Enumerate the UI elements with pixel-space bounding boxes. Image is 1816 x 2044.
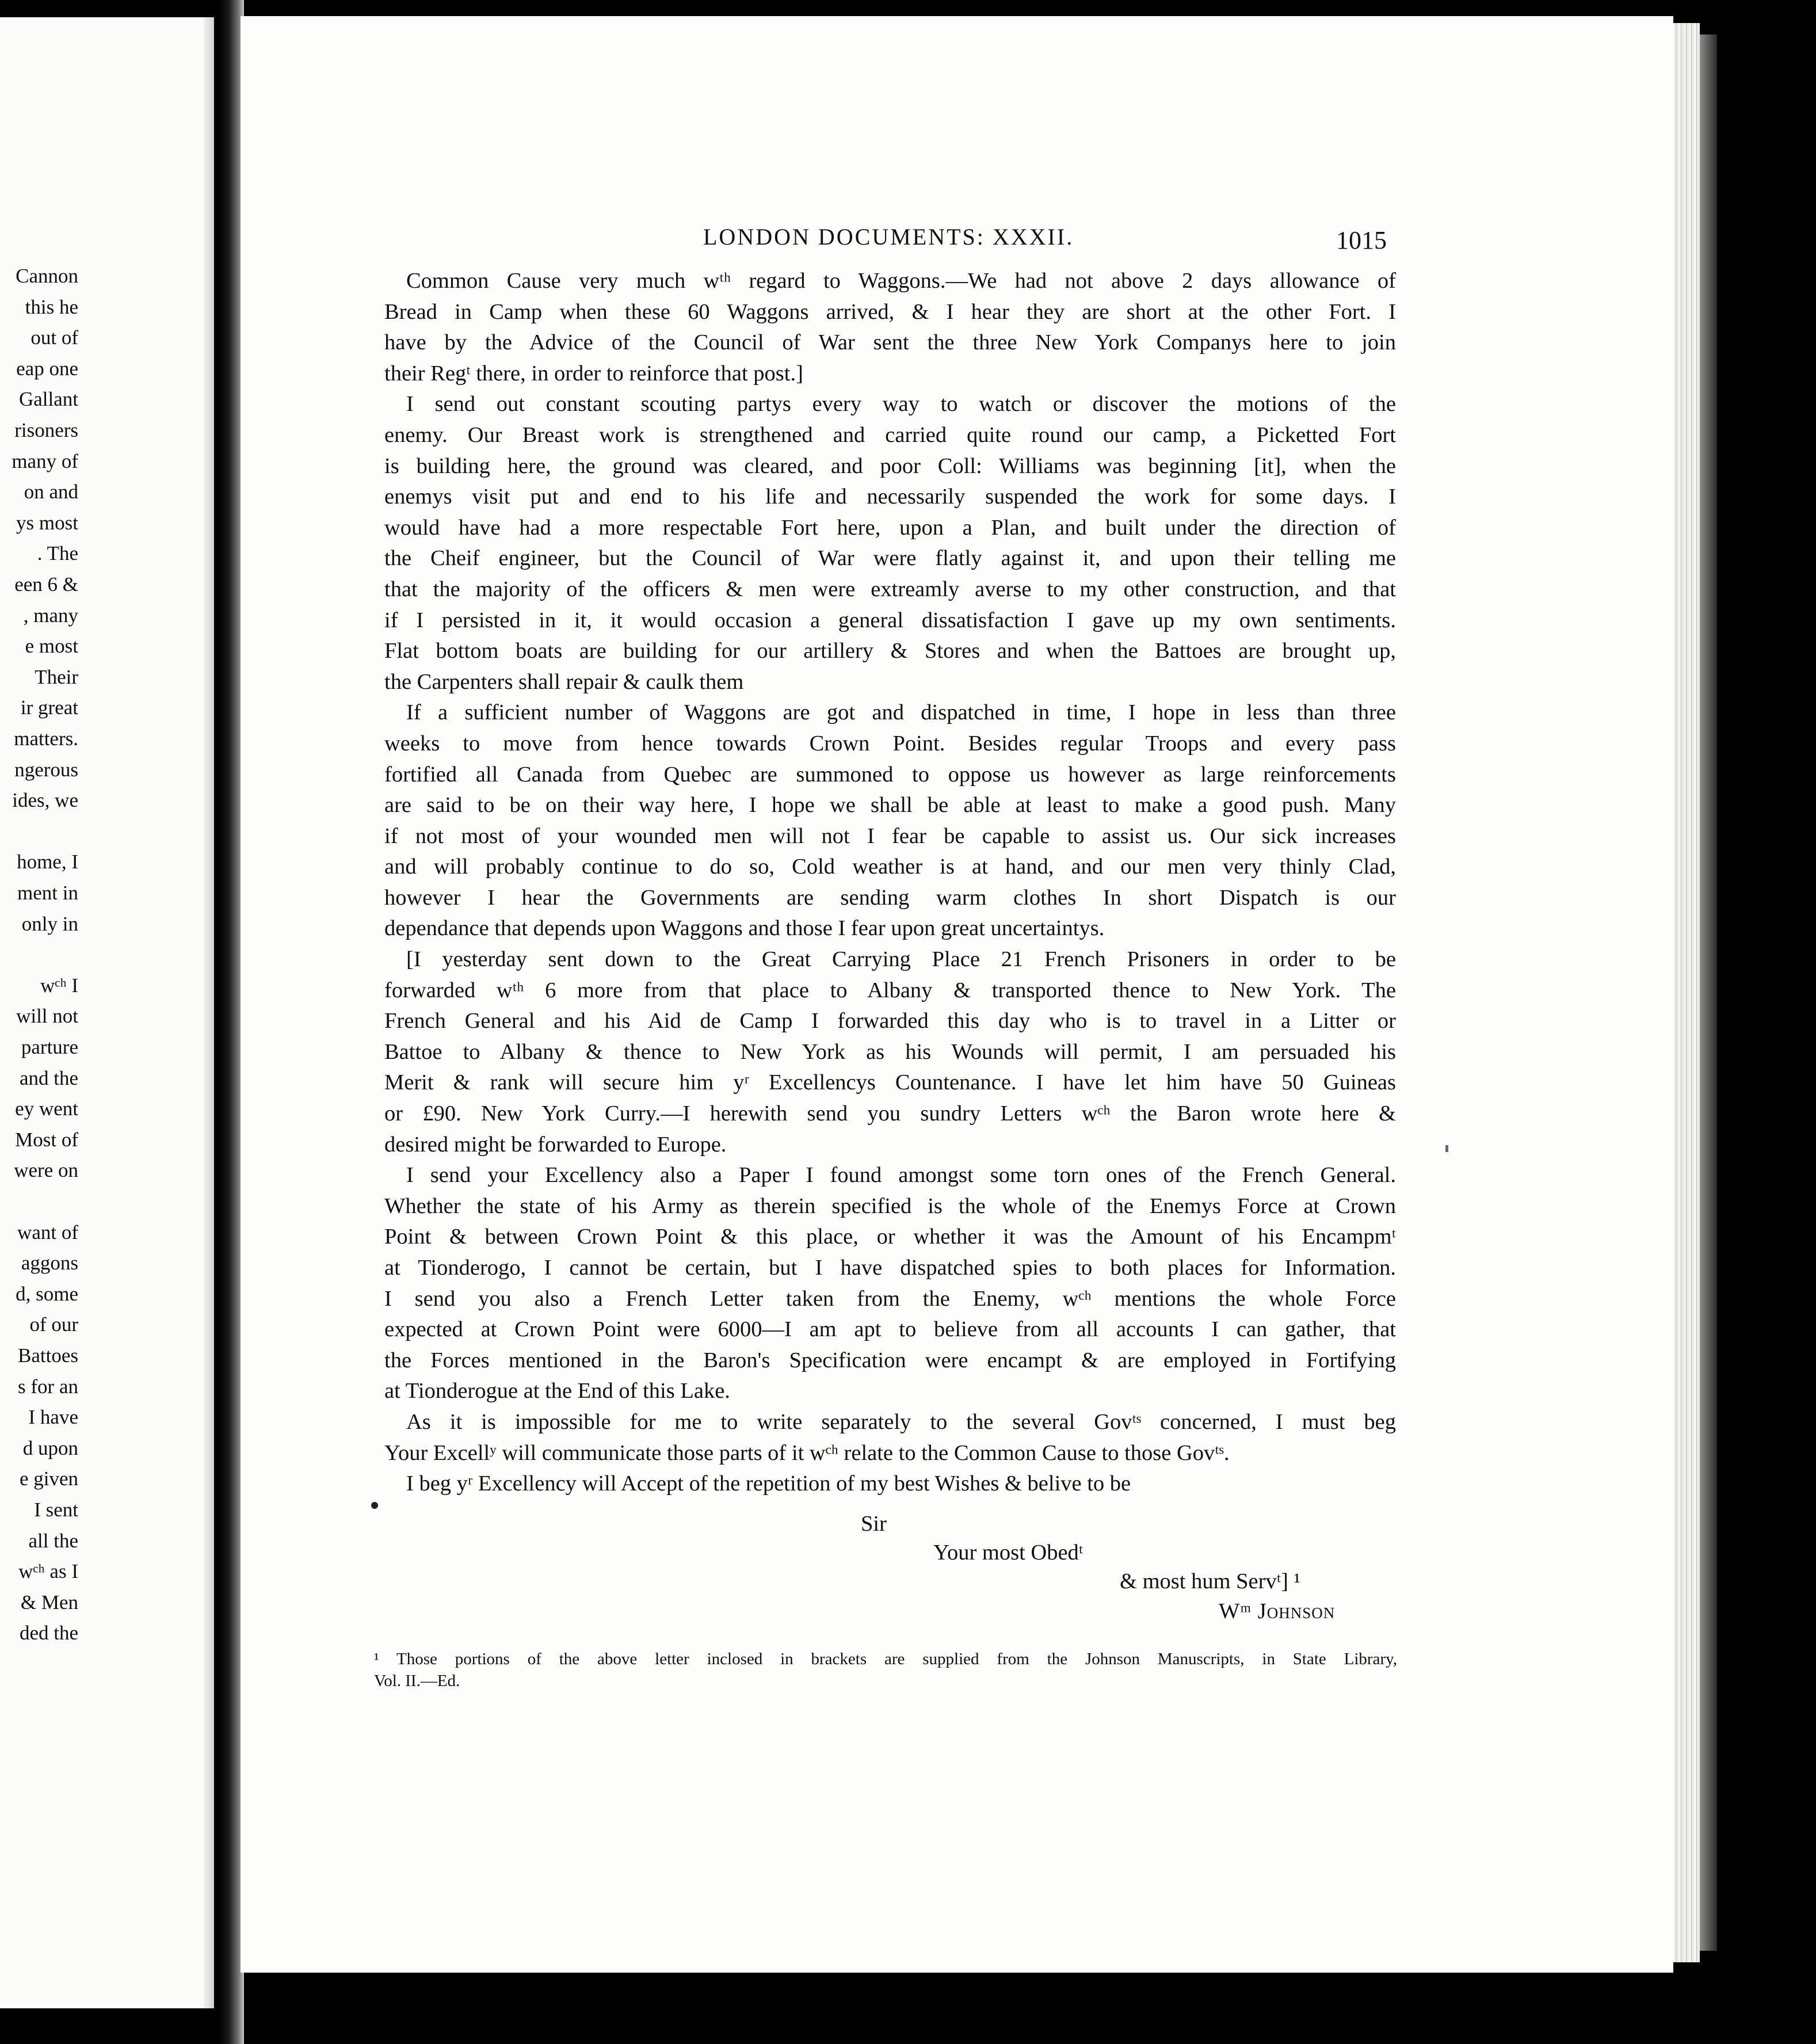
text-line: or £90. New York Curry.—I herewith send you sundry Letters wᶜʰ the Baron wrote here & — [384, 1101, 1396, 1126]
text-line: if I persisted in it, it would occasion a general dissatisfaction I gave up my own sentiments. — [384, 608, 1396, 632]
left-page-fragment: een 6 & — [14, 573, 78, 596]
footnote-line-2: Vol. II.—Ed. — [374, 1672, 460, 1690]
left-page-fragment: all the — [28, 1529, 78, 1552]
text-line: at Tionderogue at the End of this Lake. — [384, 1379, 730, 1404]
text-line: are said to be on their way here, I hope we shall be able at least to make a good push. Many — [384, 793, 1396, 818]
left-page-fragment: ded the — [19, 1622, 78, 1645]
page-number: 1015 — [1336, 226, 1387, 254]
text-line: dependance that depends upon Waggons and those I fear upon great uncertaintys. — [384, 916, 1105, 941]
left-page-fragment: Their — [35, 665, 78, 688]
text-line: enemys visit put and end to his life and necessarily suspended the work for some days. I — [384, 485, 1396, 509]
text-line: weeks to move from hence towards Crown Point. Besides regular Troops and every pass — [384, 731, 1396, 756]
left-page-fragment: e most — [25, 635, 78, 658]
left-page-fragment: ment in — [17, 882, 78, 904]
left-page-fragment: Cannon — [16, 265, 78, 287]
footnote — [374, 1648, 1397, 1692]
text-line: would have had a more respectable Fort here, upon a Plan, and built under the direction of — [384, 515, 1396, 540]
text-line: and will probably continue to do so, Cold weather is at hand, and our men very thinly Clad, — [384, 855, 1396, 879]
left-page-fragment: matters. — [14, 727, 78, 750]
left-page-fragment: eap one — [16, 357, 78, 380]
left-page-fragment: , many — [23, 604, 78, 627]
left-page-fragment: wᶜʰ I — [40, 974, 78, 997]
text-line: As it is impossible for me to write separately to the several Govᵗˢ concerned, I must beg — [406, 1409, 1396, 1434]
left-page-fragment: on and — [24, 481, 78, 504]
left-page-fragment: home, I — [17, 851, 78, 874]
text-line: Point & between Crown Point & this place, or whether it was the Amount of his Encampmᵗ — [384, 1225, 1396, 1249]
left-page-fragment: Battoes — [18, 1344, 78, 1367]
left-page-fragment: e given — [19, 1467, 78, 1490]
text-line: If a sufficient number of Waggons are got and dispatched in time, I hope in less than three — [406, 700, 1396, 725]
text-line: forwarded wᵗʰ 6 more from that place to Albany & transported thence to New York. The — [384, 978, 1396, 1002]
text-line: have by the Advice of the Council of War sent the three New York Companys here to join — [384, 330, 1396, 355]
left-page-fragment: . The — [37, 542, 78, 565]
text-line: that the majority of the officers & men were extreamly averse to my other construction, and that — [384, 577, 1396, 601]
left-page-fragment: risoners — [14, 419, 78, 441]
text-line: I send you also a French Letter taken from the Enemy, wᶜʰ mentions the whole Force — [384, 1286, 1396, 1311]
left-page-fragment: ides, we — [12, 789, 78, 812]
left-page-fragment: many of — [12, 449, 78, 472]
signature: Wᵐ Johnson — [1219, 1599, 1336, 1623]
text-line: [I yesterday sent down to the Great Carrying Place 21 French Prisoners in order to be — [406, 947, 1396, 972]
left-page-fragment: Gallant — [18, 388, 78, 411]
text-line: their Regᵗ there, in order to reinforce that post.] — [384, 361, 803, 386]
text-line: I beg yʳ Excellency will Accept of the repetition of my best Wishes & belive to be — [406, 1471, 1131, 1496]
footnote-line-1: ¹ Those portions of the above letter inclosed in brackets are supplied from the Johnson Manuscripts, in State Library, — [374, 1650, 1397, 1668]
letter-body — [384, 266, 1396, 1500]
left-page-fragment: parture — [21, 1036, 78, 1058]
left-page-fragment: this he — [25, 295, 78, 318]
left-page-fragment: ir great — [20, 696, 78, 719]
text-line: Bread in Camp when these 60 Waggons arrived, & I hear they are short at the other Fort. I — [384, 299, 1396, 324]
text-line: Flat bottom boats are building for our artillery & Stores and when the Battoes are brought up, — [384, 639, 1396, 663]
left-page-fragment: s for an — [18, 1375, 78, 1398]
left-page-fragment: and the — [19, 1066, 78, 1089]
left-page-fragment: aggons — [21, 1252, 78, 1275]
left-page-fragment: wᶜʰ as I — [18, 1560, 78, 1583]
text-line: the Cheif engineer, but the Council of War were flatly against it, and upon their telling me — [384, 546, 1396, 571]
text-line: the Carpenters shall repair & caulk them — [384, 669, 744, 694]
left-page-fragment: I sent — [34, 1498, 78, 1521]
closing-line-2: & most hum Servᵗ] ¹ — [1120, 1569, 1301, 1593]
left-page-fragment: will not — [16, 1005, 78, 1028]
text-line: I send your Excellency also a Paper I found amongst some torn ones of the French General. — [406, 1163, 1396, 1188]
left-page-fragment: out of — [30, 326, 78, 349]
left-page-fragment: of our — [29, 1313, 78, 1336]
salutation: Sir — [861, 1512, 887, 1536]
left-page-fragment: ey went — [15, 1097, 78, 1120]
text-line: I send out constant scouting partys every way to watch or discover the motions of the — [406, 392, 1396, 417]
page-edge — [1673, 23, 1700, 1962]
left-page-fragment: d, some — [16, 1282, 78, 1305]
text-line: however I hear the Governments are sending warm clothes In short Dispatch is our — [384, 885, 1396, 910]
text-line: enemy. Our Breast work is strengthened and carried quite round our camp, a Picketted Fort — [384, 422, 1396, 447]
margin-speck — [1445, 1145, 1448, 1152]
left-page-fragment: I have — [28, 1406, 78, 1429]
text-line: desired might be forwarded to Europe. — [384, 1132, 727, 1157]
text-line: Merit & rank will secure him yʳ Excellencys Countenance. I have let him have 50 Guineas — [384, 1070, 1396, 1095]
text-line: the Forces mentioned in the Baron's Specification were encampt & are employed in Fortifying — [384, 1348, 1396, 1372]
page-edge-shadow — [1700, 35, 1717, 1951]
left-page-fragment: d upon — [22, 1436, 78, 1459]
text-line: Common Cause very much wᵗʰ regard to Waggons.—We had not above 2 days allowance of — [406, 269, 1396, 293]
left-page-fragment: ys most — [16, 511, 78, 534]
text-line: fortified all Canada from Quebec are summoned to oppose us however as large reinforcements — [384, 762, 1396, 787]
text-line: French General and his Aid de Camp I forwarded this day who is to travel in a Litter or — [384, 1009, 1396, 1034]
text-line: is building here, the ground was cleared, and poor Coll: Williams was beginning [it], when the — [384, 453, 1396, 478]
left-page-fragment: only in — [21, 912, 78, 935]
text-line: at Tionderogo, I cannot be certain, but I have dispatched spies to both places for Information. — [384, 1256, 1396, 1280]
left-page — [0, 17, 214, 2008]
text-line: if not most of your wounded men will not I fear be capable to assist us. Our sick increases — [384, 823, 1396, 848]
running-head: LONDON DOCUMENTS: XXXII. — [703, 224, 1074, 250]
left-page-fragment: & Men — [20, 1591, 78, 1614]
left-page-fragment: want of — [17, 1221, 78, 1244]
text-line: Battoe to Albany & thence to New York as his Wounds will permit, I am persuaded his — [384, 1039, 1396, 1064]
left-page-fragment: were on — [14, 1159, 78, 1182]
closing-line-1: Your most Obedᵗ — [933, 1540, 1084, 1565]
left-page-fragment: Most of — [15, 1128, 78, 1151]
margin-dot — [371, 1502, 378, 1509]
text-line: expected at Crown Point were 6000—I am apt to believe from all accounts I can gather, that — [384, 1317, 1396, 1342]
text-line: Whether the state of his Army as therein specified is the whole of the Enemys Force at Crown — [384, 1193, 1396, 1218]
left-page-fragment: ngerous — [14, 758, 78, 781]
text-line: Your Excellʸ will communicate those parts of it wᶜʰ relate to the Common Cause to those Govᵗˢ. — [384, 1440, 1230, 1465]
